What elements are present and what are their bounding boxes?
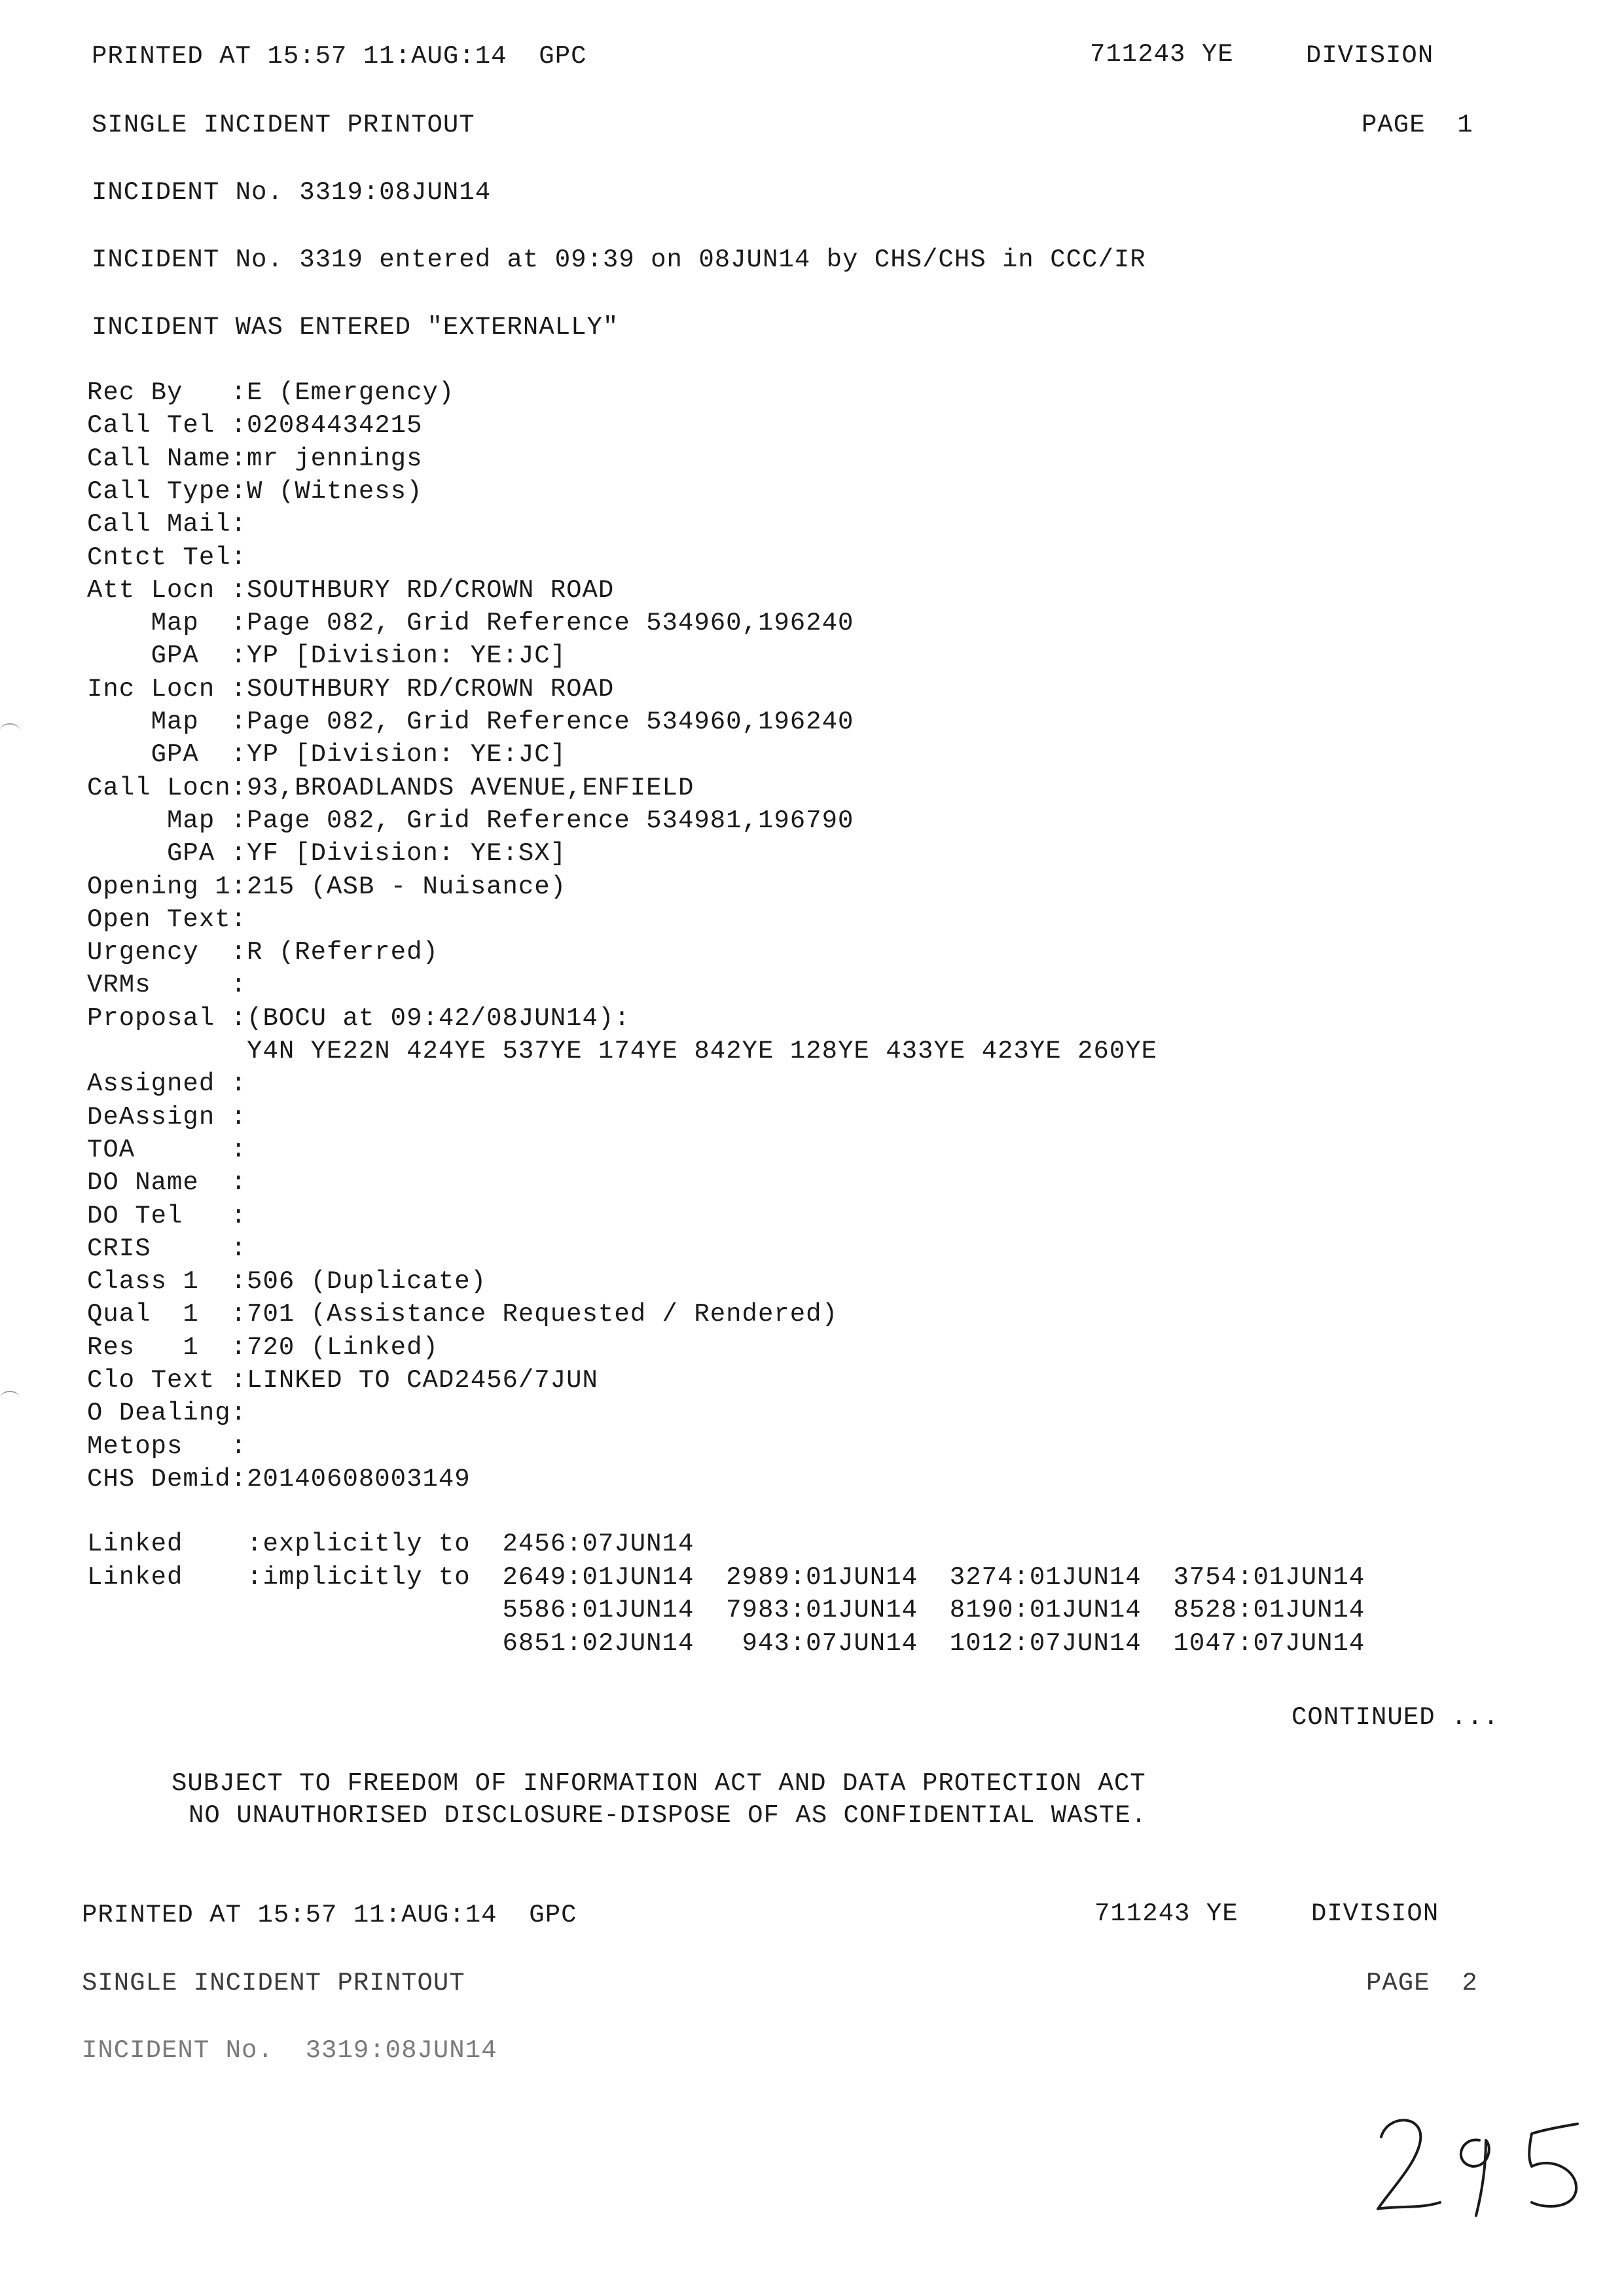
page-number: PAGE 1 [1362,111,1473,139]
page2-reference-number: 711243 YE [1094,1899,1238,1928]
incident-field-line: Call Type:W (Witness) [87,477,423,506]
incident-field-line: Clo Text :LINKED TO CAD2456/7JUN [87,1366,598,1395]
page2-printed-at: PRINTED AT 15:57 11:AUG:14 GPC [82,1901,577,1929]
incident-field-line: Assigned : [87,1069,247,1098]
page2-printout-title: SINGLE INCIDENT PRINTOUT [82,1969,465,1998]
incident-number: INCIDENT No. 3319:08JUN14 [92,178,492,207]
reference-number: 711243 YE [1090,40,1234,69]
page2-division-label: DIVISION [1311,1899,1439,1928]
incident-field-line: Map :Page 082, Grid Reference 534960,196240 [87,609,854,637]
scan-edge-mark [0,1391,20,1405]
disclaimer-line-1: SUBJECT TO FREEDOM OF INFORMATION ACT AND DATA PROTECTION ACT [171,1769,1146,1798]
incident-field-line: DO Name : [87,1168,247,1197]
incident-field-line: GPA :YP [Division: YE:JC] [87,740,567,769]
incident-field-line: Metops : [87,1432,247,1461]
incident-field-line: Call Mail: [87,510,247,539]
incident-field-line: Call Tel :02084434215 [87,411,423,440]
incident-field-line: Call Locn:93,BROADLANDS AVENUE,ENFIELD [87,774,695,802]
incident-field-line: DO Tel : [87,1202,247,1230]
incident-field-line: Map :Page 082, Grid Reference 534960,196240 [87,708,854,736]
linked-incident-line: Linked :implicitly to 2649:01JUN14 2989:01JUN14 3274:01JUN14 3754:01JUN14 [87,1563,1365,1592]
linked-incident-line: 6851:02JUN14 943:07JUN14 1012:07JUN14 1047:07JUN14 [87,1629,1365,1658]
page2-incident-number: INCIDENT No. 3319:08JUN14 [82,2036,497,2065]
incident-field-line: Att Locn :SOUTHBURY RD/CROWN ROAD [87,576,615,605]
linked-incident-line: Linked :explicitly to 2456:07JUN14 [87,1530,695,1558]
incident-field-line: Y4N YE22N 424YE 537YE 174YE 842YE 128YE 433YE 423YE 260YE [87,1037,1158,1066]
incident-field-line: GPA :YP [Division: YE:JC] [87,641,567,670]
incident-field-line: CHS Demid:20140608003149 [87,1465,471,1494]
incident-field-line: Proposal :(BOCU at 09:42/08JUN14): [87,1004,630,1033]
continued-label: CONTINUED ... [1291,1703,1500,1732]
incident-external-line: INCIDENT WAS ENTERED "EXTERNALLY" [92,313,619,342]
page2-page-number: PAGE 2 [1366,1969,1478,1998]
incident-field-line: TOA : [87,1136,247,1164]
incident-field-line: Call Name:mr jennings [87,444,423,473]
disclaimer-line-2: NO UNAUTHORISED DISCLOSURE-DISPOSE OF AS CONFIDENTIAL WASTE. [189,1801,1147,1830]
incident-field-line: Class 1 :506 (Duplicate) [87,1267,487,1296]
incident-field-line: O Dealing: [87,1399,247,1427]
division-label: DIVISION [1306,41,1434,70]
scan-edge-mark [0,723,20,738]
incident-field-line: Cntct Tel: [87,543,247,572]
incident-field-line: Qual 1 :701 (Assistance Requested / Rendered) [87,1300,838,1329]
incident-field-line: Inc Locn :SOUTHBURY RD/CROWN ROAD [87,675,615,704]
printed-at: PRINTED AT 15:57 11:AUG:14 GPC [92,42,587,71]
incident-field-line: Open Text: [87,905,247,934]
incident-field-line: DeAssign : [87,1103,247,1132]
incident-field-line: Rec By :E (Emergency) [87,378,455,407]
printout-title: SINGLE INCIDENT PRINTOUT [92,111,475,139]
incident-field-line: Urgency :R (Referred) [87,938,439,967]
incident-field-line: Map :Page 082, Grid Reference 534981,196790 [87,806,854,835]
incident-field-line: GPA :YF [Division: YE:SX] [87,839,567,868]
linked-incident-line: 5586:01JUN14 7983:01JUN14 8190:01JUN14 8528:01JUN14 [87,1596,1365,1624]
incident-field-line: Opening 1:215 (ASB - Nuisance) [87,872,567,901]
incident-field-line: Res 1 :720 (Linked) [87,1333,439,1362]
handwritten-page-number [1368,2111,1597,2229]
incident-field-line: VRMs : [87,971,247,999]
incident-entered-line: INCIDENT No. 3319 entered at 09:39 on 08JUN14 by CHS/CHS in CCC/IR [92,245,1146,274]
incident-field-line: CRIS : [87,1234,247,1263]
